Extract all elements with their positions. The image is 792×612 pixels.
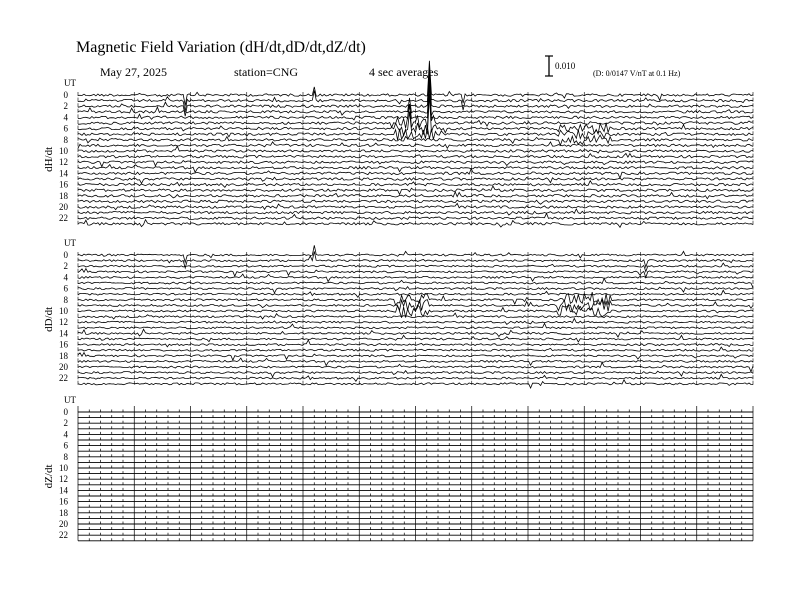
panel-dzdt-hour-label: 6	[63, 440, 68, 451]
panel-dddt-hour-label: 12	[59, 317, 68, 328]
panel-dhdt-hour-label: 8	[63, 134, 68, 145]
panel-dzdt-hour-label: 12	[59, 474, 68, 485]
panel-dddt-hour-label: 0	[63, 250, 68, 260]
panel-dzdt-hour-label: 10	[59, 463, 68, 473]
panel-dddt-axis-label: dD/dt	[43, 306, 55, 332]
scale-value-label: 0.010	[555, 61, 576, 71]
panel-dddt-hour-label: 8	[63, 294, 68, 305]
panel-dzdt-hour-label: 8	[63, 451, 68, 462]
panel-dhdt-hour-label: 20	[59, 202, 68, 212]
panel-dddt-hour-label: 16	[59, 339, 68, 350]
panel-dzdt-hour-label: 18	[59, 507, 68, 518]
chart-title: Magnetic Field Variation (dH/dt,dD/dt,dZ/dt)	[76, 39, 366, 56]
panel-dzdt-hour-label: 4	[63, 429, 68, 440]
scale-note-label: (D: 0/0147 V/nT at 0.1 Hz)	[593, 69, 681, 78]
panel-dddt-time-label: UT	[64, 238, 76, 248]
panel-dzdt-axis-label: dZ/dt	[43, 464, 55, 489]
panel-dzdt-hour-label: 14	[59, 485, 68, 496]
panel-dddt-hour-label: 22	[59, 373, 68, 384]
panel-dhdt-hour-label: 6	[63, 123, 68, 134]
date-label: May 27, 2025	[100, 65, 167, 79]
panel-dddt-hour-label: 18	[59, 350, 68, 361]
panel-dddt-hour-label: 4	[63, 272, 68, 283]
panel-dhdt-hour-label: 14	[59, 168, 68, 179]
panel-dhdt-hour-label: 22	[59, 213, 68, 224]
panel-dzdt-hour-label: 0	[63, 407, 68, 417]
averaging-label: 4 sec averages	[369, 65, 439, 79]
panel-dzdt-hour-label: 22	[59, 530, 68, 541]
panel-dhdt-axis-label: dH/dt	[43, 146, 55, 172]
panel-dzdt-hour-label: 16	[59, 496, 68, 507]
panel-dddt-hour-label: 20	[59, 362, 68, 372]
panel-dddt-hour-label: 2	[63, 261, 68, 272]
panel-dzdt-hour-label: 20	[59, 519, 68, 529]
panel-dhdt-hour-label: 12	[59, 157, 68, 168]
panel-dhdt-hour-label: 18	[59, 190, 68, 201]
panel-dzdt-time-label: UT	[64, 395, 76, 405]
panel-dddt-hour-label: 10	[59, 306, 68, 316]
panel-dddt-hour-label: 6	[63, 283, 68, 294]
panel-dhdt-hour-label: 4	[63, 112, 68, 123]
panel-dhdt-hour-label: 0	[63, 90, 68, 100]
station-label: station=CNG	[234, 65, 299, 79]
panel-dddt-hour-label: 14	[59, 328, 68, 339]
panel-dzdt-hour-label: 2	[63, 418, 68, 429]
panel-dhdt-hour-label: 16	[59, 179, 68, 190]
panel-dhdt-hour-label: 2	[63, 101, 68, 112]
panel-dhdt-hour-label: 10	[59, 146, 68, 156]
panel-dhdt-time-label: UT	[64, 78, 76, 88]
